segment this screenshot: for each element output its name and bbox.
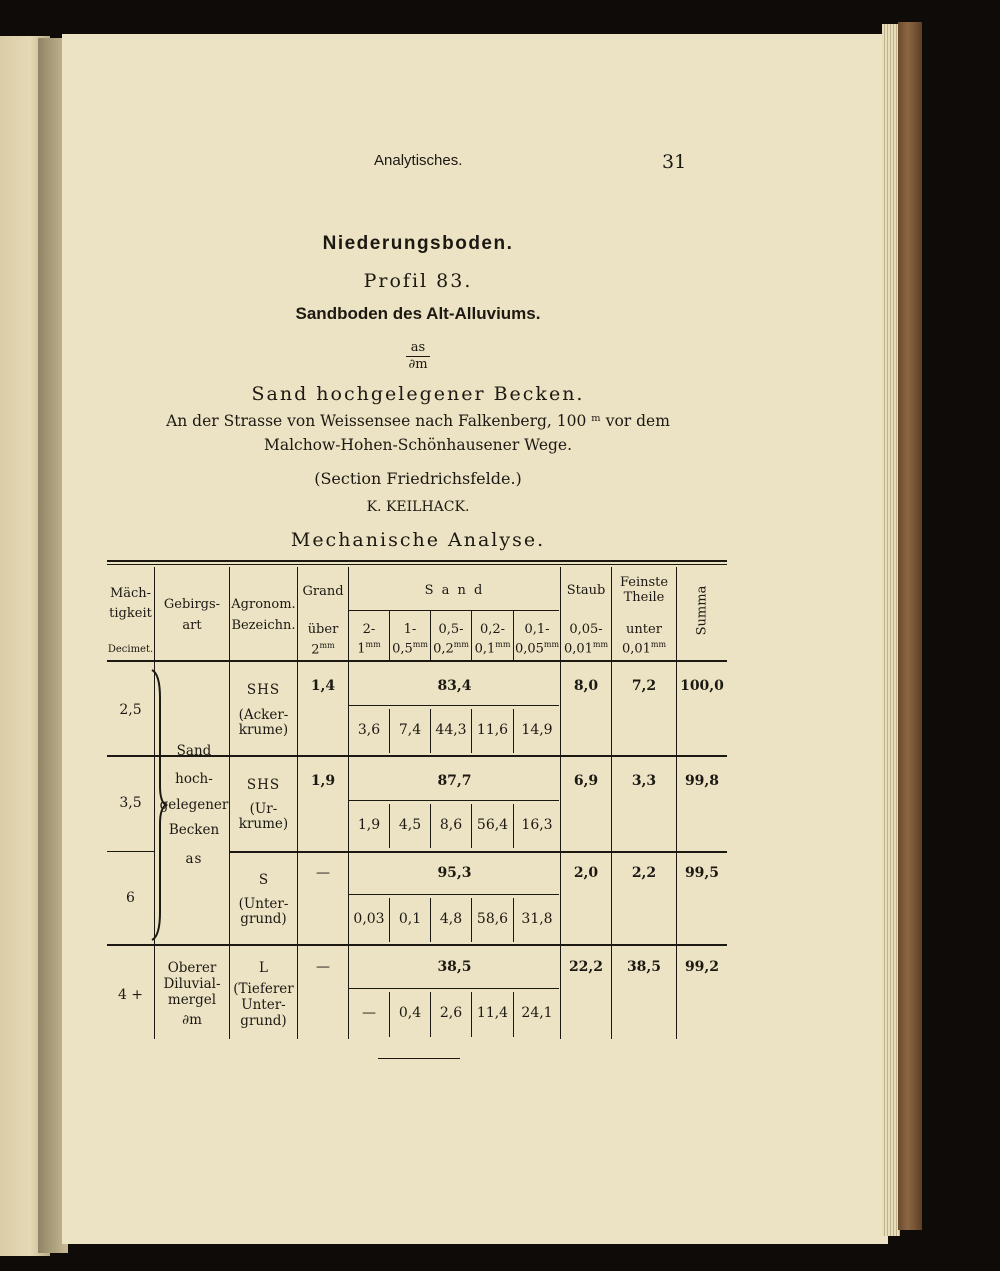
row2-feinste: 3,3 <box>631 773 657 789</box>
row1-grand: 1,4 <box>310 678 336 694</box>
row-rule-2b <box>230 851 727 853</box>
row4-sand-5: 24,1 <box>521 1005 553 1021</box>
row2-sand-5: 16,3 <box>521 817 553 833</box>
row1-sand-5: 14,9 <box>521 722 553 738</box>
row4-sand-4: 11,4 <box>476 1005 509 1021</box>
sand-sub-rule <box>349 610 559 611</box>
running-title: Analytisches. <box>374 152 463 169</box>
row3-agronom-desc-2: grund) <box>240 911 287 927</box>
location-line-2: Malchow-Hohen-Schönhausener Wege. <box>263 436 573 454</box>
hdr-grand-sub-2: $2^{mm}$ <box>311 641 335 658</box>
symbol-bottom: ∂m <box>408 357 428 372</box>
row3-agronom-desc-1: (Unter- <box>238 896 289 912</box>
hdr-sand-sub-2: 1- $0,5^{mm}$ <box>392 622 428 657</box>
row3-feinste: 2,2 <box>631 865 657 881</box>
row1-sand-1: 3,6 <box>357 722 381 738</box>
sand-total-rule-3 <box>349 894 559 895</box>
row2-sand-total: 87,7 <box>437 773 472 789</box>
row2-summa: 99,8 <box>684 773 720 789</box>
row4-geb-1: Oberer <box>167 960 217 976</box>
row3-depth: 6 <box>126 890 135 906</box>
row3-grand: — <box>316 865 330 881</box>
row3-agronom-code: S <box>258 872 269 888</box>
row3-staub: 2,0 <box>573 865 599 881</box>
location-line-1: An der Strasse von Weissensee nach Falkenberg, 100 ᵐ vor dem <box>166 412 670 430</box>
hdr-summa: Summa <box>694 585 710 636</box>
hdr-feinste-sub: unter $0,01^{mm}$ <box>621 622 667 657</box>
row1-feinste: 7,2 <box>631 678 657 694</box>
row2-agronom-desc-2: krume) <box>238 816 289 832</box>
row4-agronom-desc-3: grund) <box>240 1013 287 1029</box>
row3-sand-total: 95,3 <box>437 865 472 881</box>
hdr-maechtigkeit-2: tigkeit <box>109 606 152 621</box>
row2-sand-2: 4,5 <box>398 817 422 833</box>
hdr-staub-sub: 0,05- $0,01^{mm}$ <box>563 622 609 657</box>
row-rule-3 <box>107 944 727 946</box>
row4-agronom-desc-1: (Tieferer <box>233 981 294 997</box>
hdr-staub: Staub <box>566 583 606 598</box>
row3-sand-2: 0,1 <box>398 911 422 927</box>
row3-sand-3: 4,8 <box>439 911 463 927</box>
row2-depth: 3,5 <box>119 795 142 811</box>
hdr-grand-sub-1: über <box>307 622 339 637</box>
hdr-sand: S a n d <box>424 583 485 598</box>
book-cover <box>898 22 922 1230</box>
hdr-feinste: Feinste Theile <box>619 575 669 605</box>
row3-sand-1: 0,03 <box>353 911 385 927</box>
author: K. KEILHACK. <box>366 499 470 515</box>
row1-depth: 2,5 <box>119 702 142 718</box>
row2-agronom-code: SHS <box>246 777 281 793</box>
row1-summa: 100,0 <box>680 678 724 694</box>
row1-sand-4: 11,6 <box>476 722 509 738</box>
row3-summa: 99,5 <box>684 865 720 881</box>
row-rule-2a <box>107 851 154 852</box>
row4-sand-total: 38,5 <box>437 959 472 975</box>
row4-depth: 4 + <box>117 987 144 1003</box>
table-top-rule-2 <box>107 564 727 565</box>
subtitle: Sandboden des Alt-Alluviums. <box>295 304 541 323</box>
header-rule <box>107 660 727 662</box>
row2-sand-1: 1,9 <box>357 817 381 833</box>
row1-sand-2: 7,4 <box>398 722 422 738</box>
hdr-grand: Grand <box>302 584 344 599</box>
table-top-rule <box>107 560 727 562</box>
row4-sand-1: — <box>362 1005 376 1021</box>
hdr-sand-sub-1: 2- $1^{mm}$ <box>357 622 381 657</box>
hdr-sand-sub-3: 0,5- $0,2^{mm}$ <box>433 622 469 657</box>
row4-sand-2: 0,4 <box>398 1005 422 1021</box>
geology-symbol <box>388 341 448 372</box>
row2-staub: 6,9 <box>573 773 599 789</box>
row4-geb-4: ∂m <box>182 1012 202 1028</box>
row1-sand-total: 83,4 <box>437 678 472 694</box>
row4-staub: 22,2 <box>568 959 604 975</box>
hdr-sand-sub-5: 0,1- $0,05^{mm}$ <box>514 622 560 657</box>
hdr-gebirgsart-1: Gebirgs- <box>163 597 221 612</box>
main-title: Niederungsboden. <box>322 233 514 254</box>
page-number: 31 <box>662 151 687 173</box>
geb-group-3: gelegener <box>159 797 229 813</box>
description-title: Sand hochgelegener Becken. <box>251 383 585 405</box>
hdr-maechtigkeit-unit: Decimet. <box>107 644 154 655</box>
row1-agronom-desc-1: (Acker- <box>238 707 289 723</box>
row4-summa: 99,2 <box>684 959 720 975</box>
closing-rule <box>378 1058 460 1059</box>
hdr-maechtigkeit-1: Mäch- <box>109 586 152 601</box>
symbol-top: as <box>410 340 426 355</box>
hdr-gebirgsart-2: art <box>182 618 202 633</box>
sand-total-rule-1 <box>349 705 559 706</box>
row4-geb-3: mergel <box>167 992 217 1008</box>
row3-sand-5: 31,8 <box>521 911 553 927</box>
row4-sand-3: 2,6 <box>439 1005 463 1021</box>
sand-total-rule-4 <box>349 988 559 989</box>
row2-sand-4: 56,4 <box>476 817 509 833</box>
row4-feinste: 38,5 <box>626 959 662 975</box>
row3-sand-4: 58,6 <box>476 911 509 927</box>
row2-grand: 1,9 <box>310 773 336 789</box>
hdr-sand-sub-4: 0,2- $0,1^{mm}$ <box>474 622 511 657</box>
analysis-title: Mechanische Analyse. <box>290 529 546 551</box>
geb-group-2: hoch- <box>175 771 213 787</box>
row1-agronom-code: SHS <box>246 682 281 698</box>
row1-agronom-desc-2: krume) <box>238 722 289 738</box>
row4-agronom-desc-2: Unter- <box>241 997 286 1013</box>
row2-agronom-desc-1: (Ur- <box>249 801 278 817</box>
section-name: (Section Friedrichsfelde.) <box>314 469 522 488</box>
row4-grand: — <box>316 959 330 975</box>
geb-group-5: as <box>185 851 203 867</box>
row1-staub: 8,0 <box>573 678 599 694</box>
sand-total-rule-2 <box>349 800 559 801</box>
geb-group-1: Sand <box>176 743 212 759</box>
row4-geb-2: Diluvial- <box>163 976 221 992</box>
row2-sand-3: 8,6 <box>439 817 463 833</box>
hdr-agronom-1: Agronom. <box>231 597 296 612</box>
profil-title: Profil 83. <box>363 270 473 292</box>
row1-sand-3: 44,3 <box>435 722 467 738</box>
hdr-agronom-2: Bezeichn. <box>231 618 296 633</box>
row4-agronom-code: L <box>259 960 268 976</box>
geb-group-4: Becken <box>168 822 220 838</box>
